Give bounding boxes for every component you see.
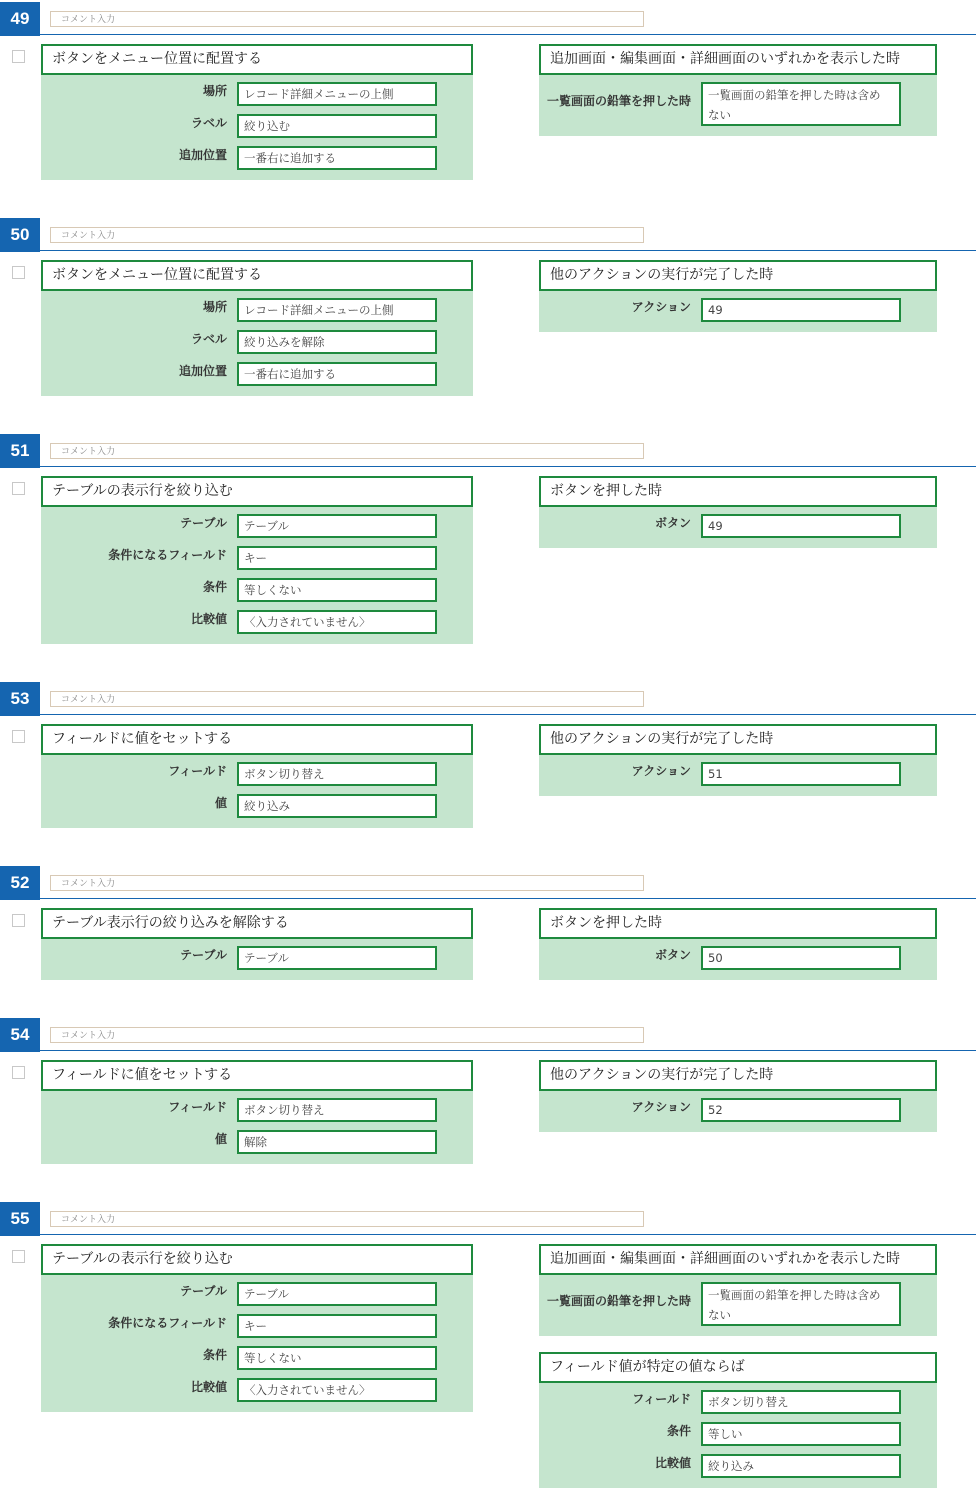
field-row <box>539 1447 937 1479</box>
trigger-block <box>539 1244 937 1336</box>
field-value[interactable]: 一覧画面の鉛筆を押した時は含めない <box>701 82 901 126</box>
comment-input[interactable]: コメント入力 <box>50 227 644 243</box>
trigger-title[interactable]: 追加画面・編集画面・詳細画面のいずれかを表示した時 <box>539 44 937 75</box>
trigger-title[interactable]: 他のアクションの実行が完了した時 <box>539 260 937 291</box>
field-label: 比較値 <box>190 1380 227 1394</box>
action-fields <box>41 755 473 828</box>
field-label: 場所 <box>202 84 227 98</box>
field-row <box>41 1275 473 1307</box>
field-row <box>41 291 473 323</box>
field-label: 一覧画面の鉛筆を押した時 <box>546 1294 691 1308</box>
field-label: テーブル <box>180 948 227 962</box>
select-checkbox[interactable] <box>12 50 25 63</box>
field-label: アクション <box>631 1100 691 1114</box>
field-label: 条件になるフィールド <box>108 1316 227 1330</box>
trigger-block <box>539 1060 937 1132</box>
action-section <box>0 218 976 381</box>
field-label: 条件になるフィールド <box>108 548 227 562</box>
field-value[interactable]: 等しくない <box>237 578 437 602</box>
section-header <box>0 2 976 36</box>
select-checkbox[interactable] <box>12 266 25 279</box>
action-number: 51 <box>0 434 40 468</box>
field-value[interactable]: 等しくない <box>237 1346 437 1370</box>
action-fields <box>41 939 473 980</box>
action-section <box>0 1202 976 1473</box>
comment-input[interactable]: コメント入力 <box>50 1027 644 1043</box>
field-value[interactable]: 一番右に追加する <box>237 146 437 170</box>
action-fields <box>41 75 473 180</box>
select-checkbox[interactable] <box>12 1066 25 1079</box>
action-fields <box>41 507 473 644</box>
field-value[interactable]: 一覧画面の鉛筆を押した時は含めない <box>701 1282 901 1326</box>
section-header <box>0 1202 976 1236</box>
field-label: フィールド <box>632 1392 691 1406</box>
comment-input[interactable]: コメント入力 <box>50 1211 644 1227</box>
action-title[interactable]: ボタンをメニュー位置に配置する <box>41 44 473 75</box>
field-label: 条件 <box>202 1348 227 1362</box>
trigger-fields <box>539 291 937 332</box>
action-fields <box>41 1275 473 1412</box>
section-divider <box>40 1050 976 1051</box>
action-title[interactable]: テーブルの表示行を絞り込む <box>41 476 473 507</box>
field-value[interactable]: 解除 <box>237 1130 437 1154</box>
field-row <box>539 1415 937 1447</box>
field-row <box>41 755 473 787</box>
action-fields <box>41 1091 473 1164</box>
field-value[interactable]: 絞り込む <box>237 114 437 138</box>
field-row <box>41 355 473 387</box>
field-label: 条件 <box>202 580 227 594</box>
field-value[interactable]: 等しい <box>701 1422 901 1446</box>
field-value[interactable]: ボタン切り替え <box>701 1390 901 1414</box>
field-row <box>539 507 937 539</box>
field-label: フィールド <box>168 764 227 778</box>
field-row <box>539 291 937 323</box>
field-row <box>41 1307 473 1339</box>
field-value[interactable]: 一番右に追加する <box>237 362 437 386</box>
field-value[interactable]: 〈入力されていません〉 <box>237 610 437 634</box>
section-header <box>0 866 976 900</box>
trigger-block <box>539 908 937 980</box>
action-number: 54 <box>0 1018 40 1052</box>
trigger-block <box>539 260 937 332</box>
field-label: 追加位置 <box>178 364 227 378</box>
field-value[interactable]: 49 <box>701 298 901 322</box>
section-header <box>0 1018 976 1052</box>
action-section <box>0 866 976 965</box>
trigger-title[interactable]: 他のアクションの実行が完了した時 <box>539 724 937 755</box>
field-row <box>41 107 473 139</box>
action-section <box>0 1018 976 1149</box>
trigger-block <box>539 1352 937 1488</box>
trigger-title[interactable]: ボタンを押した時 <box>539 908 937 939</box>
section-divider <box>40 1234 976 1235</box>
field-row <box>41 507 473 539</box>
field-label: ボタン <box>654 516 691 530</box>
field-value[interactable]: レコード詳細メニューの上側 <box>237 82 437 106</box>
field-row <box>539 1091 937 1123</box>
field-row <box>41 139 473 171</box>
field-value[interactable]: キー <box>237 1314 437 1338</box>
action-block <box>41 260 473 396</box>
action-title[interactable]: フィールドに値をセットする <box>41 724 473 755</box>
field-value[interactable]: ボタン切り替え <box>237 1098 437 1122</box>
field-label: テーブル <box>180 1284 227 1298</box>
field-label: フィールド <box>168 1100 227 1114</box>
trigger-fields <box>539 939 937 980</box>
field-value[interactable]: 絞り込み <box>701 1454 901 1478</box>
field-row <box>539 939 937 971</box>
comment-input[interactable]: コメント入力 <box>50 691 644 707</box>
section-header <box>0 434 976 468</box>
field-row <box>41 603 473 635</box>
action-number: 49 <box>0 2 40 36</box>
field-row <box>41 75 473 107</box>
section-header <box>0 682 976 716</box>
trigger-fields <box>539 1275 937 1336</box>
field-label: ボタン <box>654 948 691 962</box>
field-label: ラベル <box>190 116 227 130</box>
field-row <box>539 1275 937 1327</box>
trigger-title[interactable]: 他のアクションの実行が完了した時 <box>539 1060 937 1091</box>
action-block <box>41 724 473 828</box>
field-value[interactable]: テーブル <box>237 1282 437 1306</box>
trigger-block <box>539 44 937 136</box>
select-checkbox[interactable] <box>12 482 25 495</box>
field-row <box>539 75 937 127</box>
comment-input[interactable]: コメント入力 <box>50 11 644 27</box>
action-title[interactable]: ボタンをメニュー位置に配置する <box>41 260 473 291</box>
action-section <box>0 2 976 165</box>
field-value[interactable]: 49 <box>701 514 901 538</box>
trigger-title[interactable]: フィールド値が特定の値ならば <box>539 1352 937 1383</box>
field-row <box>41 787 473 819</box>
action-block <box>41 476 473 644</box>
field-value[interactable]: 52 <box>701 1098 901 1122</box>
field-row <box>41 1091 473 1123</box>
select-checkbox[interactable] <box>12 914 25 927</box>
field-row <box>41 323 473 355</box>
action-fields <box>41 291 473 396</box>
field-label: 比較値 <box>654 1456 691 1470</box>
field-label: 追加位置 <box>178 148 227 162</box>
action-title[interactable]: テーブルの表示行を絞り込む <box>41 1244 473 1275</box>
action-number: 55 <box>0 1202 40 1236</box>
action-block <box>41 1244 473 1412</box>
action-title[interactable]: フィールドに値をセットする <box>41 1060 473 1091</box>
trigger-fields <box>539 1091 937 1132</box>
trigger-fields <box>539 75 937 136</box>
field-row <box>41 1371 473 1403</box>
section-divider <box>40 34 976 35</box>
field-value[interactable]: 50 <box>701 946 901 970</box>
select-checkbox[interactable] <box>12 730 25 743</box>
field-value[interactable]: テーブル <box>237 514 437 538</box>
section-divider <box>40 898 976 899</box>
field-value[interactable]: 〈入力されていません〉 <box>237 1378 437 1402</box>
field-label: 場所 <box>202 300 227 314</box>
field-value[interactable]: ボタン切り替え <box>237 762 437 786</box>
field-row <box>539 755 937 787</box>
trigger-block <box>539 724 937 796</box>
comment-input[interactable]: コメント入力 <box>50 443 644 459</box>
field-label: 値 <box>214 1132 227 1146</box>
action-block <box>41 44 473 180</box>
section-divider <box>40 250 976 251</box>
action-number: 53 <box>0 682 40 716</box>
field-value[interactable]: 絞り込みを解除 <box>237 330 437 354</box>
field-label: 一覧画面の鉛筆を押した時 <box>546 94 691 108</box>
field-row <box>41 1339 473 1371</box>
trigger-fields <box>539 1383 937 1488</box>
field-label: 条件 <box>666 1424 691 1438</box>
select-checkbox[interactable] <box>12 1250 25 1263</box>
field-value[interactable]: テーブル <box>237 946 437 970</box>
trigger-title[interactable]: 追加画面・編集画面・詳細画面のいずれかを表示した時 <box>539 1244 937 1275</box>
field-label: 比較値 <box>190 612 227 626</box>
trigger-block <box>539 476 937 548</box>
action-section <box>0 434 976 629</box>
action-number: 50 <box>0 218 40 252</box>
section-divider <box>40 466 976 467</box>
action-section <box>0 682 976 813</box>
action-block <box>41 1060 473 1164</box>
field-value[interactable]: 51 <box>701 762 901 786</box>
section-header <box>0 218 976 252</box>
field-label: テーブル <box>180 516 227 530</box>
field-row <box>41 1123 473 1155</box>
action-block <box>41 908 473 980</box>
trigger-fields <box>539 507 937 548</box>
field-value[interactable]: 絞り込み <box>237 794 437 818</box>
action-title[interactable]: テーブル表示行の絞り込みを解除する <box>41 908 473 939</box>
trigger-title[interactable]: ボタンを押した時 <box>539 476 937 507</box>
field-value[interactable]: レコード詳細メニューの上側 <box>237 298 437 322</box>
comment-input[interactable]: コメント入力 <box>50 875 644 891</box>
field-row <box>41 939 473 971</box>
field-label: アクション <box>631 300 691 314</box>
section-divider <box>40 714 976 715</box>
field-row <box>41 539 473 571</box>
field-label: ラベル <box>190 332 227 346</box>
field-value[interactable]: キー <box>237 546 437 570</box>
field-label: 値 <box>214 796 227 810</box>
field-row <box>539 1383 937 1415</box>
field-label: アクション <box>631 764 691 778</box>
action-number: 52 <box>0 866 40 900</box>
field-row <box>41 571 473 603</box>
trigger-fields <box>539 755 937 796</box>
